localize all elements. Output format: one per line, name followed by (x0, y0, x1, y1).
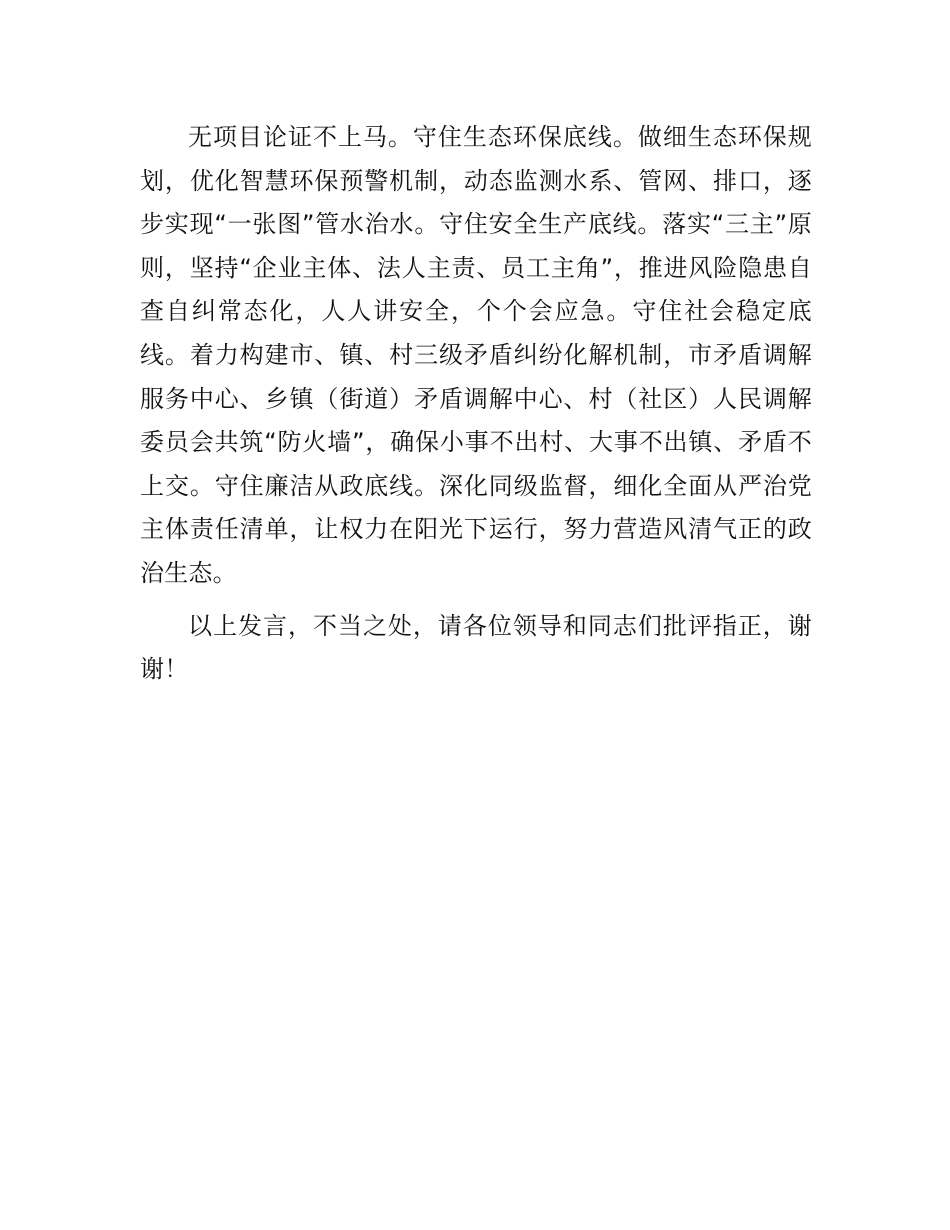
paragraph-closing-remarks: 以上发言，不当之处，请各位领导和同志们批评指正，谢谢！ (140, 611, 812, 684)
document-body (140, 116, 812, 692)
paragraph-bottom-lines: 无项目论证不上马。守住生态环保底线。做细生态环保规划，优化智慧环保预警机制，动态监测水系、管网、排口，逐步实现“一张图”管水治水。守住安全生产底线。落实“三主”原则，坚持“企业主体、法人主责、员工主角”，推进风险隐患自查自纠常态化，人人讲安全，个个会应急。守住社会稳定底线。着力构建市、镇、村三级矛盾纠纷化解机制，市矛盾调解服务中心、乡镇（街道）矛盾调解中心、村（社区）人民调解委员会共筑“防火墙”，确保小事不出村、大事不出镇、矛盾不上交。守住廉洁从政底线。深化同级监督，细化全面从严治党主体责任清单，让权力在阳光下运行，努力营造风清气正的政治生态。 (140, 123, 812, 587)
